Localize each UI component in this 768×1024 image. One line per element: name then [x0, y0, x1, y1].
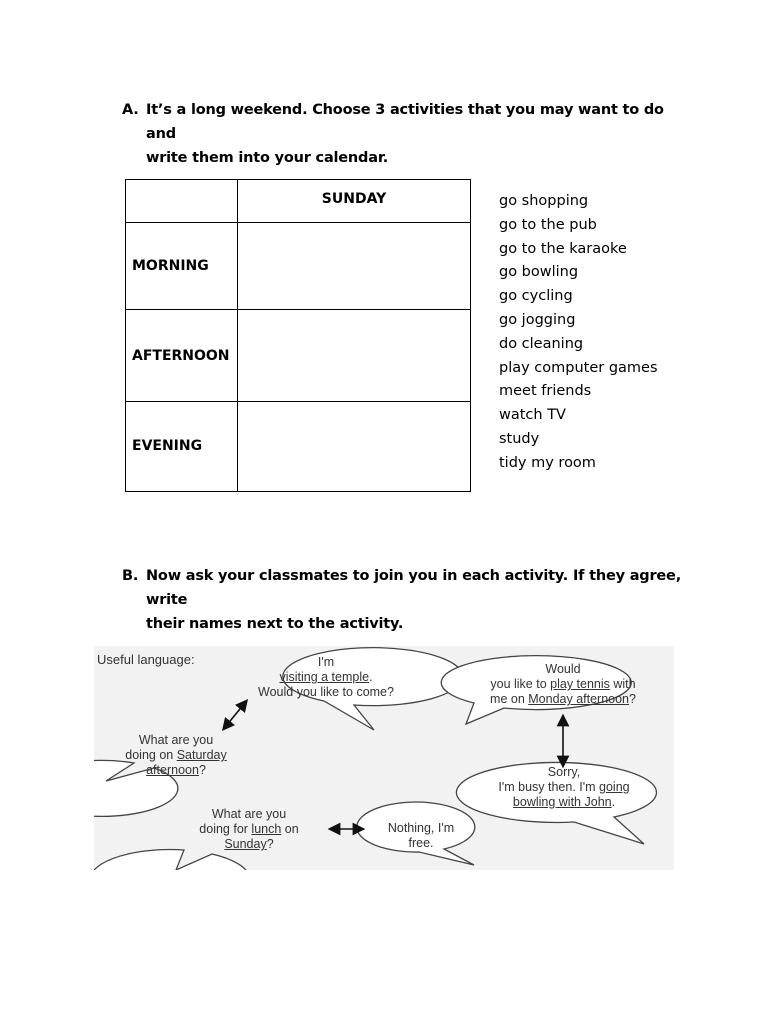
bubble-text-part: with	[609, 677, 636, 691]
useful-language-label: Useful language:	[97, 652, 195, 667]
list-item: play computer games	[499, 359, 658, 376]
instruction-a-line2: write them into your calendar.	[146, 150, 389, 166]
bubble-line	[236, 670, 416, 685]
list-item: go to the karaoke	[499, 240, 627, 257]
bubble-line: I'm	[317, 655, 335, 669]
list-item: tidy my room	[499, 454, 596, 471]
calendar-table	[125, 179, 471, 492]
instruction-b	[122, 564, 682, 636]
speech-bubble	[94, 850, 250, 870]
underlined-phrase: lunch	[251, 822, 282, 836]
list-item: go bowling	[499, 264, 579, 281]
calendar-header-row	[126, 180, 471, 223]
underlined-phrase: Saturday	[176, 748, 227, 762]
bubble-line: Would you like to come?	[258, 685, 394, 699]
bubble-punct: ?	[198, 763, 206, 777]
bubble-text-part: I'm busy then. I'm	[498, 780, 600, 794]
bubble-line	[464, 780, 664, 795]
list-item: study	[499, 430, 540, 447]
connector-arrow	[226, 704, 244, 726]
useful-language-panel	[94, 646, 674, 870]
bubble-line: What are you	[211, 807, 287, 821]
bubble-punct: ?	[629, 692, 636, 706]
bubble-text-part: doing on	[125, 748, 177, 762]
list-item: go shopping	[499, 193, 589, 209]
calendar-cell-morning[interactable]	[238, 223, 471, 310]
bubble-lunch-sunday	[172, 807, 326, 852]
calendar-day-header: SUNDAY	[238, 180, 471, 223]
list-item: go cycling	[499, 288, 573, 305]
bubble-line	[454, 692, 672, 707]
bubble-line	[106, 763, 246, 778]
calendar-row-label: AFTERNOON	[126, 310, 238, 401]
bubble-saturday-afternoon	[106, 733, 246, 778]
bubble-line	[172, 837, 326, 852]
instruction-b-letter: B.	[122, 568, 139, 584]
instruction-a-line1: It’s a long weekend. Choose 3 activities that you may want to do and	[146, 102, 664, 142]
calendar-row-label: EVENING	[126, 401, 238, 491]
calendar-cell-afternoon[interactable]	[238, 310, 471, 401]
bubble-punct: .	[611, 795, 616, 809]
list-item: meet friends	[499, 383, 592, 400]
underlined-phrase: play tennis	[550, 677, 610, 691]
list-item: go jogging	[499, 311, 576, 328]
underlined-phrase: afternoon	[146, 763, 199, 777]
list-item: watch TV	[499, 407, 566, 424]
bubble-visiting-temple	[236, 655, 416, 700]
underlined-phrase: Sunday	[224, 837, 267, 851]
instruction-b-line2: their names next to the activity.	[146, 616, 404, 632]
bubble-line: Sorry,	[547, 765, 581, 779]
calendar-row-label: MORNING	[126, 223, 238, 310]
bubble-text-part: me on	[490, 692, 529, 706]
list-item: do cleaning	[499, 335, 584, 352]
bubble-line: Would	[545, 662, 581, 676]
underlined-phrase: going	[599, 780, 630, 794]
bubble-line	[464, 795, 664, 810]
calendar-row-evening	[126, 401, 471, 491]
bubble-line: What are you	[138, 733, 214, 747]
bubble-text-part: on	[281, 822, 299, 836]
list-item: go to the pub	[499, 216, 597, 233]
instruction-a-letter: A.	[122, 102, 139, 118]
calendar-row-morning	[126, 223, 471, 310]
underlined-phrase: Monday afternoon	[528, 692, 630, 706]
bubble-punct: ?	[266, 837, 274, 851]
underlined-phrase: visiting a temple	[279, 670, 370, 684]
bubble-text-part: you like to	[490, 677, 551, 691]
underlined-phrase: bowling with John	[512, 795, 612, 809]
instruction-a	[122, 98, 682, 170]
bubble-busy-then	[464, 765, 664, 810]
instruction-b-line1: Now ask your classmates to join you in each activity. If they agree, write	[146, 568, 682, 608]
bubble-line	[106, 748, 246, 763]
bubble-line: free.	[408, 836, 434, 850]
bubble-text-part: doing for	[199, 822, 252, 836]
bubble-punct: .	[369, 670, 373, 684]
calendar-corner-cell	[126, 180, 238, 223]
bubble-line: Nothing, I'm	[387, 821, 455, 835]
bubble-play-tennis	[454, 662, 672, 707]
bubble-nothing-free	[364, 821, 478, 851]
bubble-line	[172, 822, 326, 837]
bubble-line	[454, 677, 672, 692]
calendar-row-afternoon	[126, 310, 471, 401]
calendar-cell-evening[interactable]	[238, 401, 471, 491]
activity-list	[499, 190, 658, 476]
